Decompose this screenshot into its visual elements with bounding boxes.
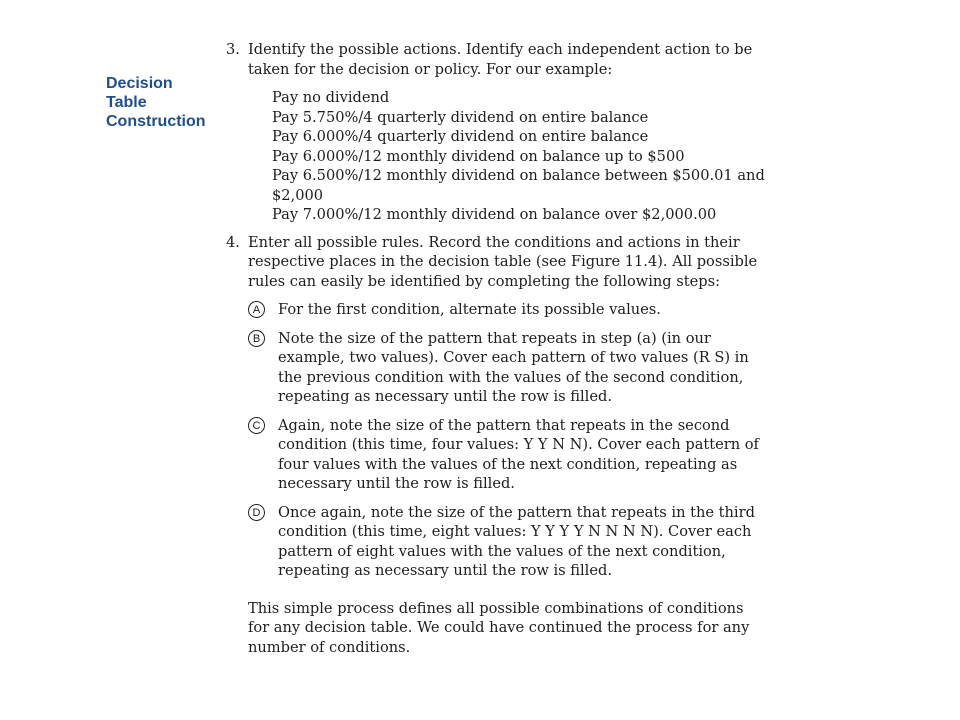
- slide-title-line-1: Decision: [106, 75, 173, 92]
- substep-text: Note the size of the pattern that repeats in step (a) (in our example, two values). Cover each pattern of two values (R S) in the previous condition with the values of the second condition, repeating as necessary until the row is filled.: [278, 329, 749, 405]
- slide-title: [106, 74, 206, 131]
- action-item: Pay 7.000%/12 monthly dividend on balance over $2,000.00: [272, 206, 717, 223]
- substep-b: [248, 329, 766, 407]
- substep-d: [248, 503, 766, 581]
- step-3-text: Identify the possible actions. Identify each independent action to be taken for the decision or policy. For our example:: [248, 41, 753, 78]
- slide-title-line-2: Table: [106, 94, 147, 111]
- action-item: Pay 6.000%/4 quarterly dividend on entire balance: [272, 128, 649, 145]
- action-item: Pay 6.500%/12 monthly dividend on balance between $500.01 and $2,000: [272, 167, 765, 204]
- circled-letter-c-icon: C: [248, 417, 265, 434]
- circled-letter-d-icon: D: [248, 504, 265, 521]
- action-item: Pay no dividend: [272, 89, 390, 106]
- step-4-number: 4.: [226, 233, 240, 251]
- action-item: Pay 6.000%/12 monthly dividend on balance up to $500: [272, 147, 685, 165]
- substep-a: [248, 300, 766, 320]
- action-item: Pay 5.750%/4 quarterly dividend on entire balance: [272, 108, 649, 126]
- action-list: [272, 88, 766, 225]
- substep-text: For the first condition, alternate its possible values.: [278, 301, 661, 318]
- slide-title-line-3: Construction: [106, 113, 206, 130]
- closing-paragraph: This simple process defines all possible combinations of conditions for any decision table. We could have continued the process for any number of conditions.: [248, 599, 750, 656]
- step-4: [226, 233, 766, 581]
- substep-text: Again, note the size of the pattern that repeats in the second condition (this time, four values: Y Y N N). Cover each pattern of four values with the values of the next condition, repeating as necessary until the row is filled.: [278, 416, 759, 492]
- circled-letter-b-icon: B: [248, 330, 265, 347]
- step-3-number: 3.: [226, 41, 240, 58]
- substep-list: [248, 300, 766, 581]
- substep-c: [248, 416, 766, 494]
- circled-letter-a-icon: A: [248, 301, 265, 318]
- step-4-text: Enter all possible rules. Record the conditions and actions in their respective places in the decision table (see Figure 11.4). All possible rules can easily be identified by completing the following steps:: [248, 233, 758, 290]
- substep-text: Once again, note the size of the pattern that repeats in the third condition (this time, eight values: Y Y Y Y N N N N). Cover each pattern of eight values with the values of the next condition, repeating as necessary until the row is filled.: [278, 503, 755, 579]
- step-3: [226, 40, 766, 225]
- document-excerpt: [226, 40, 766, 657]
